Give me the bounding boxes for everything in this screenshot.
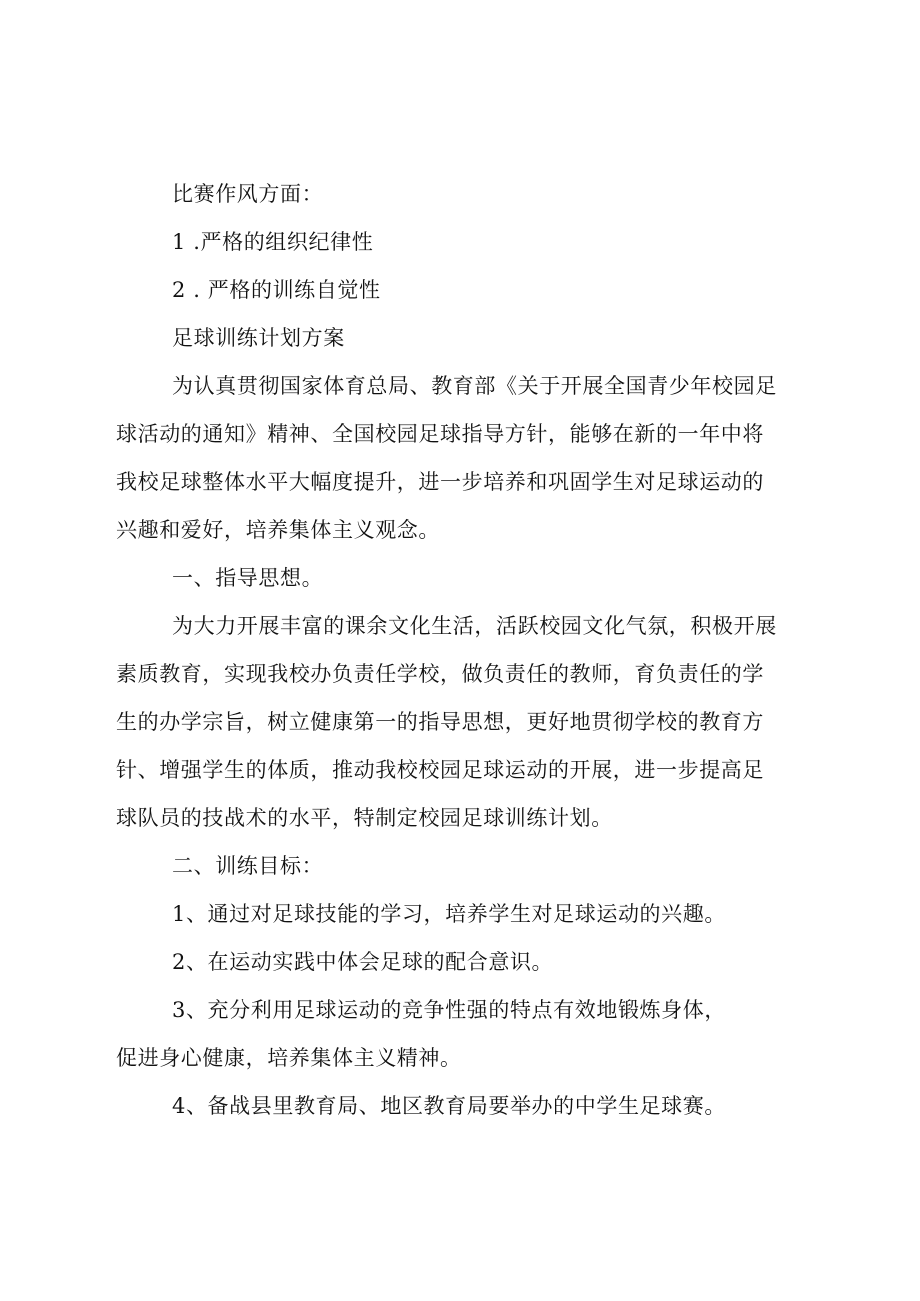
paragraph-line: 素质教育，实现我校办负责任学校，做负责任的教师，育负责任的学 [116, 662, 764, 686]
paragraph-line: 针、增强学生的体质，推动我校校园足球运动的开展，进一步提高足 [116, 758, 764, 782]
document-title: 足球训练计划方案 [172, 326, 345, 350]
paragraph-line: 球活动的通知》精神、全国校园足球指导方针，能够在新的一年中将 [116, 422, 764, 446]
list-item: 3、充分利用足球运动的竞争性强的特点有效地锻炼身体， [172, 998, 726, 1022]
list-item: 1、通过对足球技能的学习，培养学生对足球运动的兴趣。 [172, 902, 726, 926]
paragraph-line: 我校足球整体水平大幅度提升，进一步培养和巩固学生对足球运动的 [116, 470, 764, 494]
section-heading-training-goals: 二、训练目标： [172, 854, 324, 878]
list-item-continuation: 促进身心健康，培养集体主义精神。 [116, 1046, 462, 1070]
list-item: 4、备战县里教育局、地区教育局要举办的中学生足球赛。 [172, 1094, 726, 1118]
list-item: 2、在运动实践中体会足球的配合意识。 [172, 950, 554, 974]
list-item: 2 . 严格的训练自觉性 [172, 278, 381, 302]
paragraph-line: 为认真贯彻国家体育总局、教育部《关于开展全国青少年校园足 [172, 374, 777, 398]
paragraph-line: 球队员的技战术的水平，特制定校园足球训练计划。 [116, 806, 613, 830]
section-heading-guiding-ideology: 一、指导思想。 [172, 566, 324, 590]
section-heading-competition-style: 比赛作风方面： [172, 182, 324, 206]
paragraph-line: 生的办学宗旨，树立健康第一的指导思想，更好地贯彻学校的教育方 [116, 710, 764, 734]
list-item: 1 .严格的组织纪律性 [172, 230, 374, 254]
paragraph-line: 为大力开展丰富的课余文化生活，活跃校园文化气氛，积极开展 [172, 614, 777, 638]
paragraph-line: 兴趣和爱好，培养集体主义观念。 [116, 518, 440, 542]
